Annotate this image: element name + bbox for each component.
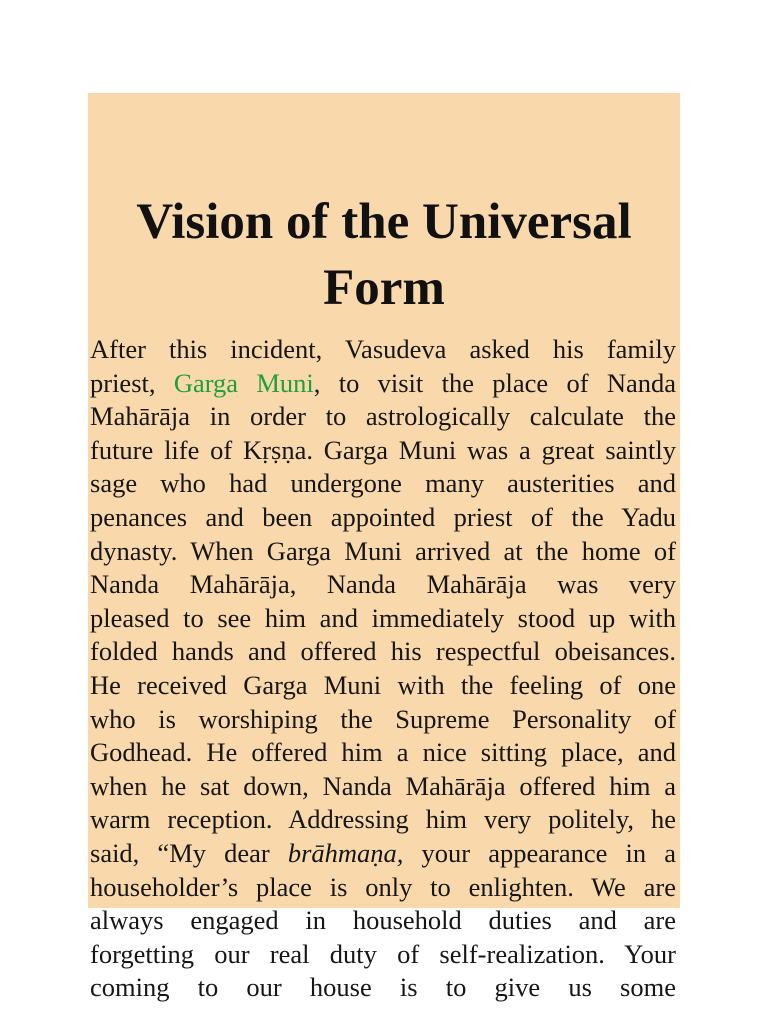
body-line <box>90 837 676 871</box>
body-line <box>90 938 676 972</box>
line-text: dynasty. When Garga Muni arrived at the home of <box>90 535 676 566</box>
line-text: pleased to see him and immediately stood up with <box>90 602 676 633</box>
body-line <box>90 568 676 602</box>
document-title <box>88 189 680 321</box>
line-text: your appearance in a <box>403 837 676 868</box>
line-text: , to visit the place of Nanda <box>313 367 676 398</box>
line-text: Godhead. He offered him a nice sitting place, and <box>90 737 676 768</box>
line-text: said, “My dear <box>90 837 288 868</box>
line-text: sage who had undergone many austerities and <box>90 468 676 499</box>
brahmana-italic: brāhmaṇa, <box>287 837 404 868</box>
line-text: Mahārāja in order to astrologically calculate the <box>90 401 676 432</box>
line-text: After this incident, Vasudeva asked his family <box>90 334 676 364</box>
body-line <box>90 467 676 501</box>
body-line <box>90 803 676 837</box>
line-text: Nanda Mahārāja, Nanda Mahārāja was very <box>90 569 676 600</box>
line-text: householder’s place is only to enlighten. We are <box>90 871 676 902</box>
body-line <box>90 770 676 804</box>
body-line <box>90 703 676 737</box>
body-line <box>90 367 676 401</box>
title-line-2: Form <box>323 260 445 316</box>
line-text: forgetting our real duty of self-realization. Your <box>90 938 676 969</box>
line-text: penances and been appointed priest of the Yadu <box>90 501 676 532</box>
body-line <box>90 501 676 535</box>
document-page <box>88 93 680 1003</box>
body-line <box>90 669 676 703</box>
line-text: He received Garga Muni with the feeling of one <box>90 669 676 700</box>
line-text: priest, <box>90 367 174 398</box>
body-line <box>90 434 676 468</box>
body-line <box>90 400 676 434</box>
body-line <box>90 736 676 770</box>
body-line <box>90 535 676 569</box>
body-line <box>90 333 676 367</box>
body-line <box>90 904 676 938</box>
title-line-1: Vision of the Universal <box>136 194 632 250</box>
body-line <box>90 871 676 905</box>
body-line <box>90 971 676 1005</box>
line-text: warm reception. Addressing him very politely, he <box>90 804 676 835</box>
body-line <box>90 635 676 669</box>
line-text: coming to our house is to give us some <box>90 972 676 1003</box>
line-text: folded hands and offered his respectful obeisances. <box>90 636 676 667</box>
line-text: always engaged in household duties and are <box>90 905 676 936</box>
body-line <box>90 602 676 636</box>
line-text: when he sat down, Nanda Mahārāja offered him a <box>90 770 676 801</box>
line-text: who is worshiping the Supreme Personality of <box>90 703 676 734</box>
garga-muni-link[interactable]: Garga Muni <box>173 367 314 398</box>
document-body <box>90 333 676 1005</box>
line-text: future life of Kṛṣṇa. Garga Muni was a great saintly <box>90 434 676 465</box>
